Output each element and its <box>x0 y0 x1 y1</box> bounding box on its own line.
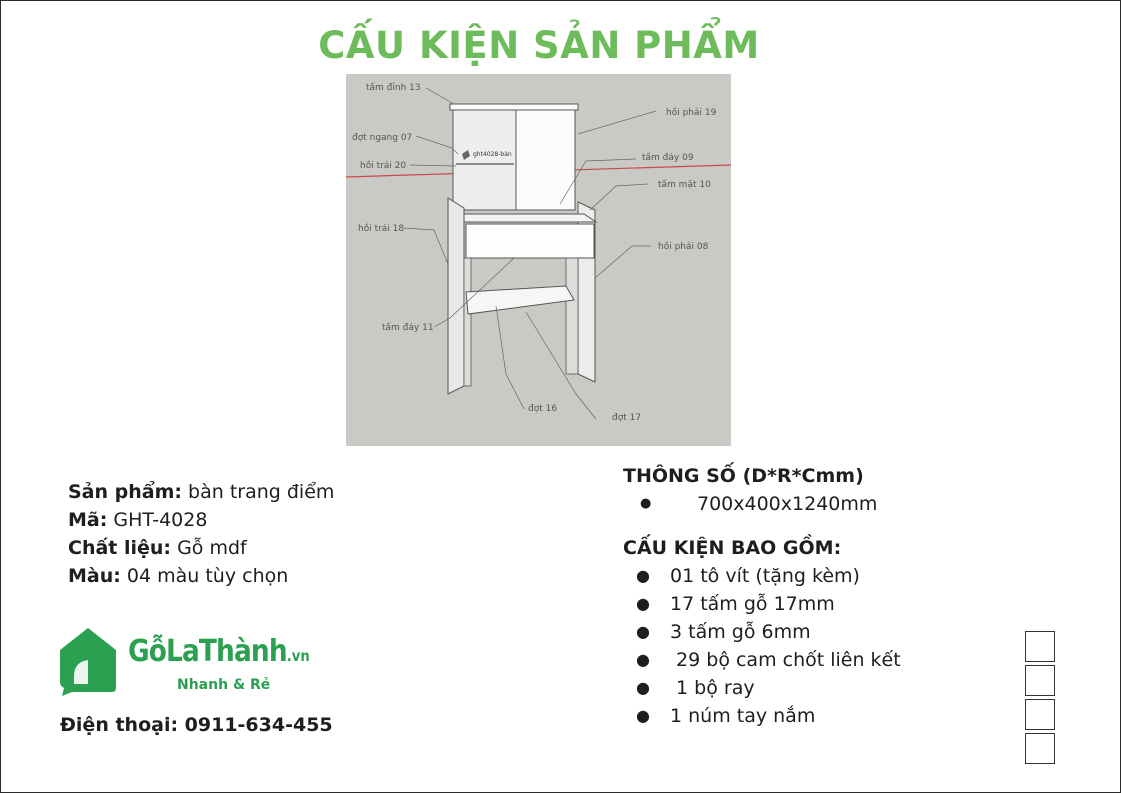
list-item <box>623 590 901 618</box>
part-text: 1 núm tay nắm <box>670 705 816 727</box>
brand-name-text: GỗLaThành <box>128 634 287 669</box>
list-item <box>623 702 901 730</box>
top-panel <box>450 104 578 110</box>
bullet: ● <box>636 622 650 641</box>
bullet: ● <box>636 678 650 697</box>
drawer <box>466 224 594 258</box>
bullet: ● <box>636 566 650 585</box>
house-icon <box>58 626 118 696</box>
brand-domain: .vn <box>286 647 310 665</box>
bullet: ● <box>636 650 650 669</box>
color-row <box>68 562 334 590</box>
phone-number: Điện thoại: 0911-634-455 <box>60 714 333 736</box>
product-info <box>68 478 334 590</box>
checkbox[interactable] <box>1025 665 1055 696</box>
material-value: Gỗ mdf <box>171 537 247 559</box>
spec-section <box>623 462 901 730</box>
label-hoi-phai-19: hồi phải 19 <box>666 108 717 118</box>
label-tam-mat-10: tấm mặt 10 <box>658 180 711 190</box>
lower-left-leg <box>464 258 471 386</box>
lower-right-leg <box>566 258 578 374</box>
brand-name <box>128 634 310 669</box>
label-hoi-trai-20: hồi trái 20 <box>360 161 407 171</box>
part-text: 01 tô vít (tặng kèm) <box>670 565 860 587</box>
product-name-value: bàn trang điểm <box>182 481 335 503</box>
label-tam-day-09: tấm đáy 09 <box>642 153 694 163</box>
label-tam-day-11: tấm đáy 11 <box>382 323 434 333</box>
product-code-value: GHT-4028 <box>107 509 208 531</box>
part-text: 3 tấm gỗ 6mm <box>670 621 811 643</box>
tag-label: ght4028-bàn <box>473 151 512 158</box>
label-hoi-trai-18: hồi trái 18 <box>358 224 405 234</box>
list-item <box>623 646 901 674</box>
dims-list <box>623 490 901 518</box>
checkbox[interactable] <box>1025 733 1055 764</box>
material-label: Chất liệu: <box>68 537 172 559</box>
color-label: Màu: <box>68 565 121 587</box>
product-code-label: Mã: <box>68 509 108 531</box>
label-tam-dinh: tấm đỉnh 13 <box>366 83 421 93</box>
list-item <box>623 618 901 646</box>
list-item <box>623 490 901 518</box>
parts-heading: CẤU KIỆN BAO GỒM: <box>623 537 842 559</box>
label-dot-16: đợt 16 <box>528 404 558 414</box>
bullet: ● <box>636 594 650 613</box>
dims-heading: THÔNG SỐ (D*R*Cmm) <box>623 465 864 487</box>
brand-slogan: Nhanh & Rẻ <box>177 677 271 693</box>
lower-shelf <box>466 286 574 314</box>
color-value: 04 màu tùy chọn <box>120 565 289 587</box>
product-code-row <box>68 506 334 534</box>
brand-logo <box>58 626 338 698</box>
bullet: ● <box>636 706 650 725</box>
part-text: 17 tấm gỗ 17mm <box>670 593 835 615</box>
label-dot-ngang: đợt ngang 07 <box>352 133 413 143</box>
checkbox[interactable] <box>1025 699 1055 730</box>
bullet: ● <box>640 496 652 511</box>
checkbox[interactable] <box>1025 631 1055 662</box>
part-text: 1 bộ ray <box>670 677 755 699</box>
material-row <box>68 534 334 562</box>
desk-top <box>464 214 596 222</box>
furniture-diagram <box>346 74 731 446</box>
part-text: 29 bộ cam chốt liên kết <box>670 649 901 671</box>
list-item <box>623 674 901 702</box>
list-item <box>623 562 901 590</box>
parts-list <box>623 562 901 730</box>
cabinet-door <box>516 110 575 210</box>
label-dot-17: đợt 17 <box>612 413 642 423</box>
product-name-label: Sản phẩm: <box>68 481 182 503</box>
label-hoi-phai-08: hồi phải 08 <box>658 242 709 252</box>
product-name-row <box>68 478 334 506</box>
page-title: CẤU KIỆN SẢN PHẨM <box>318 24 760 67</box>
left-side-panel <box>448 198 464 394</box>
dims-value: 700x400x1240mm <box>697 493 878 515</box>
